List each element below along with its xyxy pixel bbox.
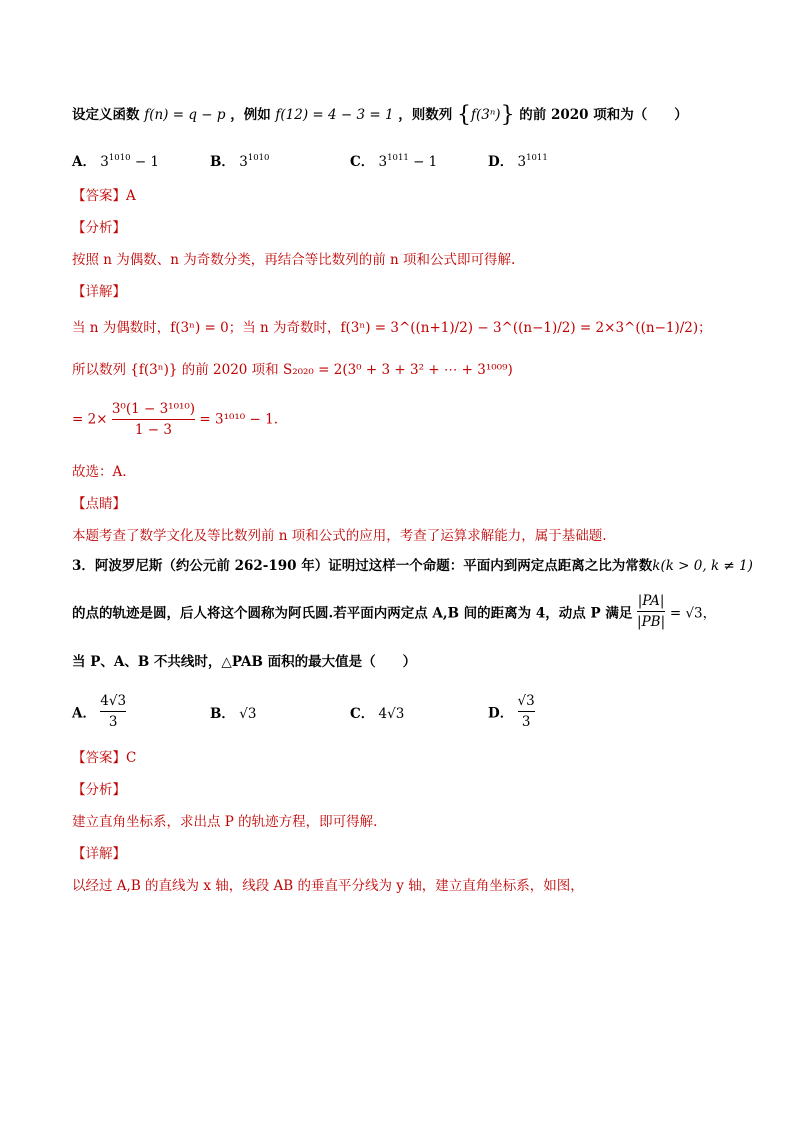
q3-detail-label: 【详解】 (72, 846, 126, 862)
answer-value: C (126, 750, 137, 766)
detail-line3-post: = 3¹⁰¹⁰ − 1. (199, 411, 278, 428)
fraction-bar (112, 419, 195, 420)
option-base: 3 (517, 154, 527, 170)
q3-ratio (637, 592, 665, 631)
q2-analysis-text: 按照 n 为偶数、n 为奇数分类，再结合等比数列的前 n 项和公式即可得解. (72, 252, 516, 268)
option-letter: B． (210, 706, 235, 722)
ratio-denominator: |PB| (637, 614, 666, 630)
q2-stem (72, 102, 688, 128)
option-letter: B． (210, 154, 235, 170)
q2-stem-suffix: 的前 2020 项和为（ ） (519, 107, 688, 123)
option-letter: D． (488, 154, 514, 170)
q2-stem-then: ，则数列 (398, 107, 453, 123)
q2-answer (72, 186, 136, 206)
option-letter: D． (488, 705, 514, 722)
q2-detail-label: 【详解】 (72, 284, 126, 300)
q3-option-c (350, 702, 404, 722)
q3-stem-line2 (72, 592, 716, 631)
option-numerator: 4√3 (100, 693, 127, 709)
q3-option-d (488, 692, 535, 731)
q2-option-a (72, 150, 159, 170)
q2-option-c (350, 150, 437, 170)
q2-detail-line2: 所以数列 {f(3ⁿ)} 的前 2020 项和 S₂₀₂₀ = 2(3⁰ + 3 + 3² + ⋯ + 3¹⁰⁰⁹) (72, 362, 513, 378)
option-tail: − 1 (134, 154, 160, 170)
option-text: √3 (239, 706, 257, 722)
option-base: 3 (100, 154, 109, 170)
option-tail: − 1 (413, 154, 438, 170)
q2-stem-example: f(12) = 4 − 3 = 1 (275, 107, 394, 123)
q2-analysis-label: 【分析】 (72, 220, 126, 236)
q3-ratio-eq: = √3， (669, 605, 717, 622)
detail-line3-pre: = 2× (72, 411, 108, 428)
option-bar (518, 711, 535, 712)
q2-option-b (210, 150, 269, 170)
q2-option-d (488, 150, 548, 170)
q3-stem-text2: 的点的轨迹是圆，后人将这个圆称为阿氏圆.若平面内两定点 A,B 间的距离为 4，动点 P 满足 (72, 605, 633, 622)
option-base: 3 (378, 154, 388, 170)
q2-choose: 故选：A. (72, 464, 127, 480)
q3-detail-text: 以经过 A,B 的直线为 x 轴，线段 AB 的垂直平分线为 y 轴，建立直角坐标系，如图， (72, 878, 584, 894)
option-denominator: 3 (521, 714, 531, 730)
ratio-numerator: |PA| (637, 593, 665, 609)
q3-analysis-text: 建立直角坐标系，求出点 P 的轨迹方程，即可得解. (72, 814, 378, 830)
option-exp: 1011 (387, 153, 409, 163)
q3-analysis-label: 【分析】 (72, 782, 126, 798)
option-fraction (518, 692, 535, 731)
q2-detail-line3 (72, 400, 278, 439)
option-denominator: 3 (108, 714, 118, 730)
detail-fraction (112, 400, 195, 439)
option-base: 3 (239, 154, 248, 170)
option-exp: 1011 (526, 153, 548, 163)
option-letter: C． (350, 154, 375, 170)
option-letter: C． (350, 706, 375, 722)
q2-stem-brace-open: { (456, 102, 471, 128)
q2-stem-brace-close: } (500, 102, 515, 128)
q3-answer (72, 748, 136, 768)
option-bar (100, 711, 126, 712)
q2-stem-function: f(n) = q − p (144, 107, 226, 123)
q3-option-b (210, 702, 256, 722)
option-text: 4√3 (378, 706, 405, 722)
q3-stem-line3: 当 P、A、B 不共线时，△PAB 面积的最大值是（ ） (72, 654, 417, 670)
q3-option-a (72, 692, 126, 731)
q3-stem-text1: 3．阿波罗尼斯（约公元前 262-190 年）证明过这样一个命题：平面内到两定点距离之比为常数 (72, 558, 653, 574)
option-exp: 1010 (247, 153, 270, 163)
q2-stem-prefix: 设定义函数 (72, 107, 140, 123)
q2-detail-line1: 当 n 为偶数时，f(3ⁿ) = 0；当 n 为奇数时，f(3ⁿ) = 3^((n+1)/2) − 3^((n−1)/2) = 2×3^((n−1)/2)； (72, 320, 712, 336)
option-letter: A． (72, 705, 96, 722)
answer-label: 【答案】 (72, 750, 126, 766)
fraction-numerator: 3⁰(1 − 3¹⁰¹⁰) (111, 401, 196, 417)
q3-stem-k: k(k > 0, k ≠ 1) (652, 558, 753, 574)
option-numerator: √3 (517, 693, 535, 709)
answer-value: A (126, 188, 136, 204)
q3-stem-line1 (72, 556, 753, 576)
q2-comment-label: 【点睛】 (72, 496, 126, 512)
q2-comment-text: 本题考查了数学文化及等比数列前 n 项和公式的应用，考查了运算求解能力，属于基础题. (72, 528, 607, 544)
option-letter: A． (72, 154, 96, 170)
q2-stem-mid: ，例如 (230, 107, 271, 123)
q2-stem-seq: f(3ⁿ) (470, 107, 501, 123)
fraction-denominator: 1 − 3 (134, 422, 172, 438)
option-exp: 1010 (108, 153, 131, 163)
ratio-bar (637, 611, 665, 612)
answer-label: 【答案】 (72, 188, 126, 204)
option-fraction (100, 692, 126, 731)
